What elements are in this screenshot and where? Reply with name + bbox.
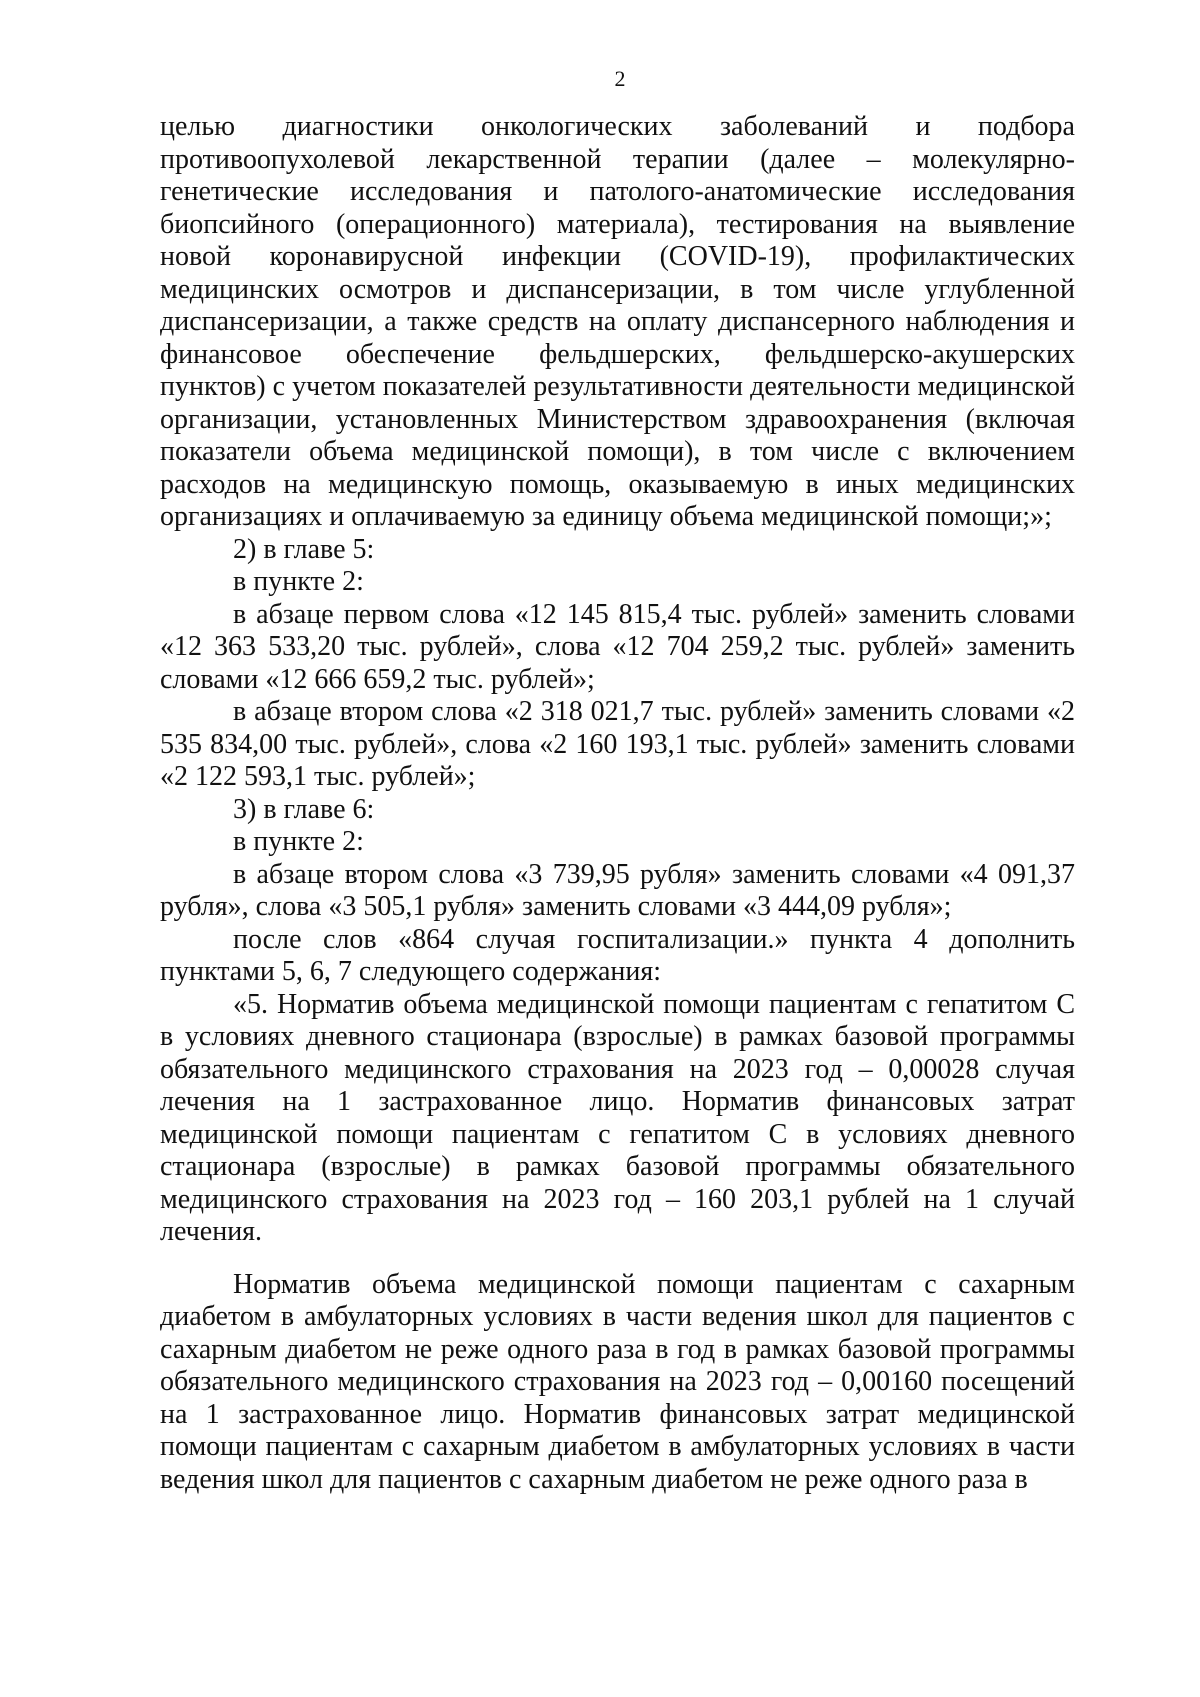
page-number: 2	[614, 66, 626, 91]
paragraph-supplement: после слов «864 случая госпитализации.» пункта 4 дополнить пунктами 5, 6, 7 следующего содержания:	[160, 923, 1075, 987]
paragraph-abzac-2: в абзаце втором слова «2 318 021,7 тыс. рублей» заменить словами «2 535 834,00 тыс. рублей», слова «2 160 193,1 тыс. рублей» заменить словами «2 122 593,1 тыс. рублей»;	[160, 696, 1075, 792]
paragraph-abzac-2-b: в абзаце втором слова «3 739,95 рубля» заменить словами «4 091,37 рубля», слова «3 505,1 рубля» заменить словами «3 444,09 рубля»;	[160, 858, 1075, 922]
paragraph-chapter-5: 2) в главе 5:	[233, 533, 375, 565]
document-body	[160, 111, 1075, 1496]
paragraph-clause-2: в пункте 2:	[233, 566, 364, 597]
paragraph-chapter-6: 3) в главе 6:	[233, 793, 375, 825]
paragraph-abzac-1: в абзаце первом слова «12 145 815,4 тыс. рублей» заменить словами «12 363 533,20 тыс. рублей», слова «12 704 259,2 тыс. рублей» заменить словами «12 666 659,2 тыс. рублей»;	[160, 598, 1075, 695]
paragraph-clause-2-b: в пункте 2:	[233, 826, 364, 857]
paragraph-item-5: «5. Норматив объема медицинской помощи пациентам с гепатитом С в условиях дневного стационара (взрослые) в рамках базовой программы обязательного медицинского страхования на 2023 год – 0,00028 случая лечения на 1 застрахованное лицо. Норматив финансовых затрат медицинской помощи пациентам с гепатитом С в условиях дневного стационара (взрослые) в рамках базовой программы обязательного медицинского страхования на 2023 год – 160 203,1 рублей на 1 случай лечения.	[160, 988, 1075, 1247]
paragraph-continuation: целью диагностики онкологических заболеваний и подбора противоопухолевой лекарственной терапии (далее – молекулярно-генетические исследования и патолого-анатомические исследования биопсийного (операционного) материала), тестирования на выявление новой коронавирусной инфекции (COVID-19), профилактических медицинских осмотров и диспансеризации, в том числе углубленной диспансеризации, а также средств на оплату диспансерного наблюдения и финансовое обеспечение фельдшерских, фельдшерско-акушерских пунктов) с учетом показателей результативности деятельности медицинской организации, установленных Министерством здравоохранения (включая показатели объема медицинской помощи), в том числе с включением расходов на медицинскую помощь, оказываемую в иных медицинских организациях и оплачиваемую за единицу объема медицинской помощи;»;	[160, 111, 1075, 532]
paragraph-diabetes: Норматив объема медицинской помощи пациентам с сахарным диабетом в амбулаторных условиях в части ведения школ для пациентов с сахарным диабетом не реже одного раза в год в рамках базовой программы обязательного медицинского страхования на 2023 год – 0,00160 посещений на 1 застрахованное лицо. Норматив финансовых затрат медицинской помощи пациентам с сахарным диабетом в амбулаторных условиях в части ведения школ для пациентов с сахарным диабетом не реже одного раза в	[160, 1268, 1075, 1495]
